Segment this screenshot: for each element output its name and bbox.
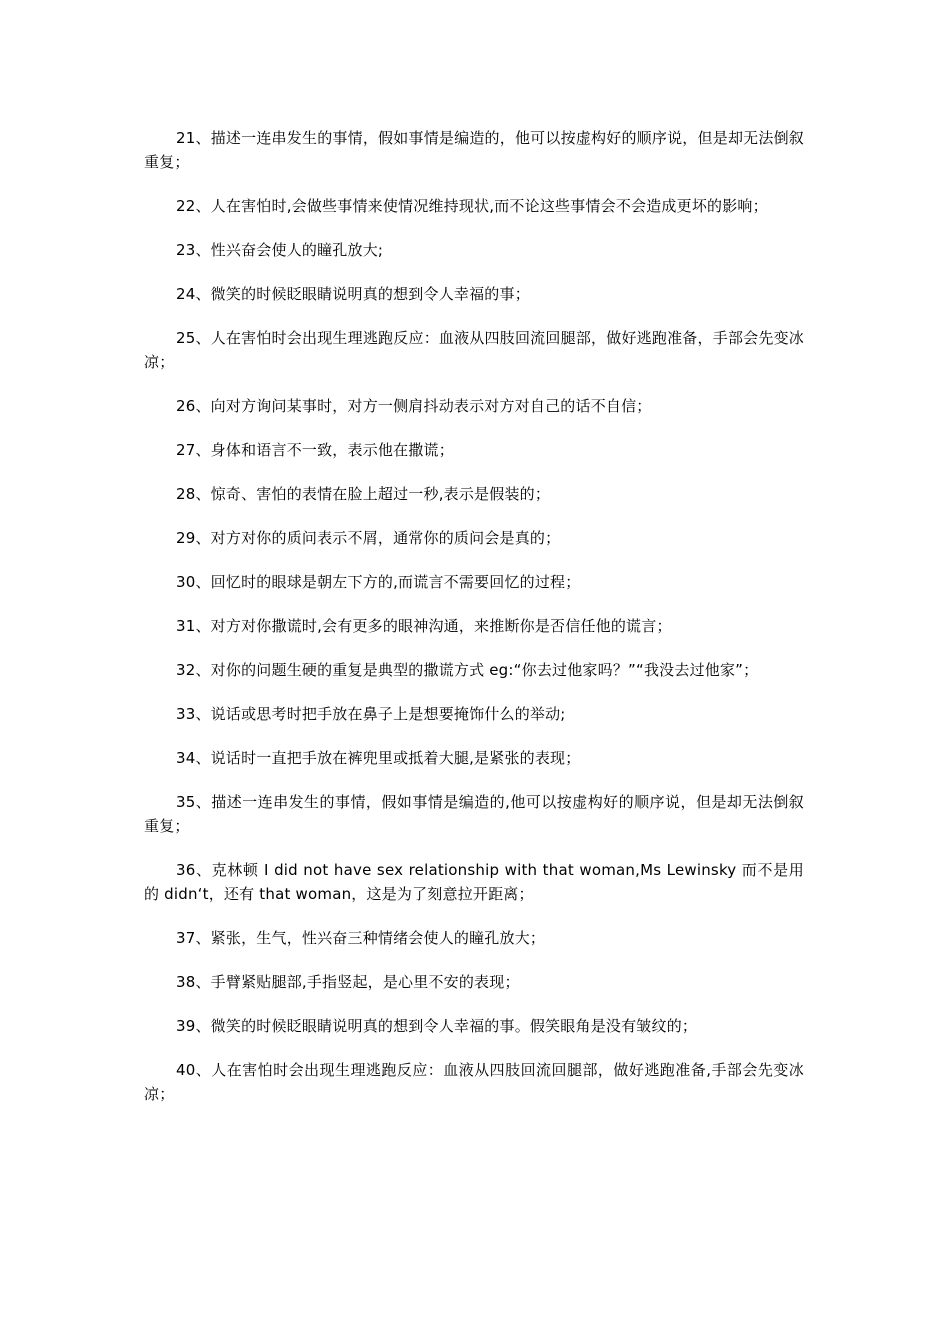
list-item: 38、手臂紧贴腿部,手指竖起，是心里不安的表现； — [176, 973, 520, 991]
list-item: 32、对你的问题生硬的重复是典型的撒谎方式 eg:“你去过他家吗？”“我没去过他家”； — [176, 661, 759, 679]
list-item: 30、回忆时的眼球是朝左下方的,而谎言不需要回忆的过程； — [176, 573, 581, 591]
list-item: 37、紧张，生气，性兴奋三种情绪会使人的瞳孔放大； — [176, 929, 546, 947]
list-item: 35、描述一连串发生的事情，假如事情是编造的,他可以按虚构好的顺序说，但是却无法倒叙重复； — [144, 793, 804, 835]
list-item: 24、微笑的时候眨眼睛说明真的想到令人幸福的事； — [176, 285, 530, 303]
document-body — [144, 126, 804, 1126]
list-item: 28、惊奇、害怕的表情在脸上超过一秒,表示是假装的； — [176, 485, 551, 503]
list-item: 23、性兴奋会使人的瞳孔放大; — [176, 241, 384, 259]
list-item: 21、描述一连串发生的事情，假如事情是编造的，他可以按虚构好的顺序说，但是却无法倒叙重复； — [144, 129, 804, 171]
list-item: 40、人在害怕时会出现生理逃跑反应：血液从四肢回流回腿部，做好逃跑准备,手部会先变冰凉； — [144, 1061, 804, 1103]
list-item: 29、对方对你的质问表示不屑，通常你的质问会是真的； — [176, 529, 561, 547]
list-item: 22、人在害怕时,会做些事情来使情况维持现状,而不论这些事情会不会造成更坏的影响； — [176, 197, 768, 215]
list-item: 36、克林顿 I did not have sex relationship with that woman,Ms Lewinsky 而不是用的 didn‘t，还有 that woman，这是为了刻意拉开距离； — [144, 861, 804, 903]
list-item: 31、对方对你撒谎时,会有更多的眼神沟通，来推断你是否信任他的谎言； — [176, 617, 672, 635]
list-item: 34、说话时一直把手放在裤兜里或抵着大腿,是紧张的表现； — [176, 749, 581, 767]
list-item: 26、向对方询问某事时，对方一侧肩抖动表示对方对自己的话不自信； — [176, 397, 652, 415]
list-item: 25、人在害怕时会出现生理逃跑反应：血液从四肢回流回腿部，做好逃跑准备，手部会先变冰凉； — [144, 329, 804, 371]
list-item: 27、身体和语言不一致，表示他在撒谎； — [176, 441, 454, 459]
list-item: 39、微笑的时候眨眼睛说明真的想到令人幸福的事。假笑眼角是没有皱纹的； — [176, 1017, 698, 1035]
list-item: 33、说话或思考时把手放在鼻子上是想要掩饰什么的举动; — [176, 705, 566, 723]
